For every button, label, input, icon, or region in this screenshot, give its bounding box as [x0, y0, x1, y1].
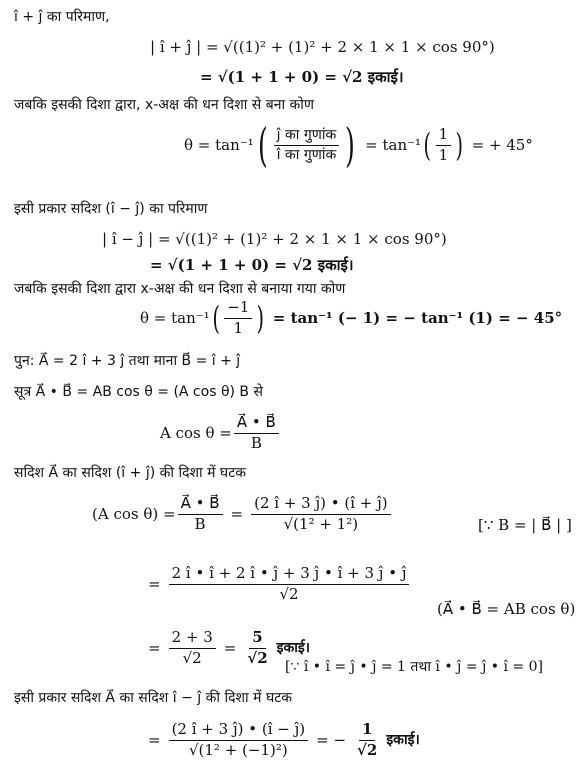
- unit-label: इकाई।: [276, 640, 311, 657]
- final-fraction: [169, 722, 309, 759]
- ab-over-b-fraction: [234, 415, 279, 452]
- final-result-fraction: [354, 722, 380, 759]
- direction-text: जबकि इसकी दिशा द्वारा, x-अक्ष की धन दिशा से बना कोण: [14, 97, 315, 113]
- equals-sign: =: [148, 638, 161, 657]
- final-numerator: (2 î + 3 ĵ) • (î − ĵ): [169, 722, 309, 741]
- result-numerator: 5: [249, 630, 265, 649]
- dot-product-identity-note: (A⃗ • B⃗ = AB cos θ): [437, 600, 576, 618]
- numerator-one: 1: [436, 127, 452, 146]
- final-unit-label: इकाई।: [386, 732, 420, 749]
- denominator-one-2: 1: [233, 318, 244, 337]
- similarly-component-heading: इसी प्रकार सदिश A⃗ का सदिश î − ĵ की दिशा में घटक: [14, 690, 293, 706]
- sum-numerator: 2 + 3: [169, 630, 216, 649]
- i-coefficient: î का गुणांक: [276, 146, 337, 163]
- result-denominator: √2: [247, 648, 268, 667]
- substituted-fraction: [251, 496, 391, 533]
- magnitude-result: = √(1 + 1 + 0) = √2 इकाई।: [200, 68, 404, 86]
- final-equation: [148, 722, 420, 759]
- dot-product-formula: सूत्र A⃗ • B⃗ = AB cos θ = (A cos θ) B से: [14, 384, 263, 400]
- ab-numerator: A⃗ • B⃗: [234, 415, 279, 434]
- component-equation: [92, 496, 393, 533]
- equals-sign: =: [223, 638, 237, 657]
- direction-text-2: जबकि इसकी दिशा द्वारा x-अक्ष की धन दिशा से बनाया गया कोण: [14, 281, 346, 297]
- b-magnitude-note: [∵ B = | B⃗ | ]: [478, 516, 572, 534]
- a-cos-theta-label: A cos θ =: [160, 423, 232, 442]
- unit-vector-identity-note: [∵ î • î = ĵ • ĵ = 1 तथा î • ĵ = ĵ • î = 0]: [285, 659, 543, 675]
- substituted-denominator: √(1² + 1²): [283, 514, 359, 533]
- angle-equation-2: [140, 300, 562, 337]
- vectors-definition: पुन: A⃗ = 2 î + 3 ĵ तथा माना B⃗ = î + ĵ: [14, 353, 241, 369]
- ab-over-b-fraction-2: [178, 496, 223, 533]
- angle-minus-45-result: = tan⁻¹ (− 1) = − tan⁻¹ (1) = − 45°: [272, 308, 563, 327]
- one-over-one-fraction: [436, 124, 452, 164]
- b-denominator-2: B: [194, 514, 206, 533]
- minus-one-fraction: [224, 300, 252, 337]
- coefficient-fraction: [274, 128, 340, 162]
- final-denominator: √(1² + (−1)²): [188, 740, 288, 759]
- equals-tan-inverse: = tan⁻¹: [365, 135, 422, 154]
- similarly-heading: इसी प्रकार सदिश (î − ĵ) का परिमाण: [14, 201, 208, 217]
- left-paren: (: [212, 299, 220, 338]
- magnitude-result-2: = √(1 + 1 + 0) = √2 इकाई।: [150, 256, 354, 274]
- substituted-numerator: (2 î + 3 ĵ) • (î + ĵ): [251, 496, 391, 515]
- b-denominator: B: [250, 433, 262, 452]
- numerator-minus-one: −1: [224, 300, 252, 319]
- left-paren: (: [257, 118, 268, 172]
- expanded-equation: [148, 566, 411, 603]
- sum-denominator: √2: [182, 648, 202, 667]
- equals-minus: = −: [316, 730, 347, 749]
- equals-sign: =: [148, 574, 161, 593]
- ab-numerator-2: A⃗ • B⃗: [178, 496, 223, 515]
- angle-45-result: = + 45°: [471, 135, 533, 154]
- final-result-denominator: √2: [357, 740, 378, 759]
- a-cos-theta-equation: [160, 415, 281, 452]
- theta-tan-label-2: θ = tan⁻¹: [140, 308, 210, 327]
- final-result-numerator: 1: [359, 722, 375, 741]
- expanded-fraction: [169, 566, 410, 603]
- component-heading: सदिश A⃗ का सदिश (î + ĵ) की दिशा में घटक: [14, 465, 247, 481]
- right-paren: ): [256, 299, 265, 338]
- left-paren: (: [423, 126, 432, 164]
- magnitude-heading: î + ĵ का परिमाण,: [14, 9, 110, 25]
- magnitude-formula: | î + ĵ | = √((1)² + (1)² + 2 × 1 × 1 × cos 90°): [150, 38, 495, 56]
- equals-sign: =: [230, 504, 244, 523]
- magnitude-formula-2: | î − ĵ | = √((1)² + (1)² + 2 × 1 × 1 × cos 90°): [102, 230, 447, 248]
- denominator-one: 1: [438, 145, 449, 164]
- right-paren: ): [455, 126, 464, 164]
- expanded-denominator: √2: [279, 584, 299, 603]
- right-paren: ): [345, 118, 356, 172]
- theta-tan-label: θ = tan⁻¹: [184, 135, 254, 154]
- expanded-numerator: 2 î • î + 2 î • ĵ + 3 ĵ • î + 3 ĵ • ĵ: [169, 566, 410, 585]
- equals-sign: =: [148, 730, 161, 749]
- j-coefficient: ĵ का गुणांक: [274, 128, 340, 146]
- result-fraction: [244, 630, 270, 667]
- sum-fraction: [169, 630, 216, 667]
- a-cos-theta-paren: (A cos θ) =: [92, 504, 176, 523]
- angle-equation-1: [184, 118, 533, 172]
